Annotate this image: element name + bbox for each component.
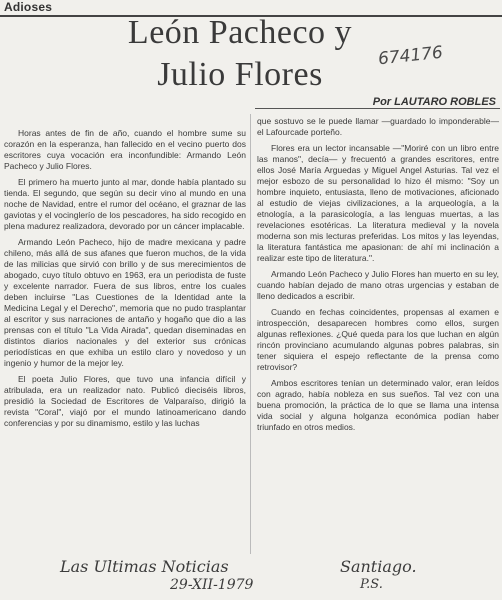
paragraph: Horas antes de fin de año, cuando el hombre sume su corazón en la esperanza, han fallecido en el vecino puerto dos escritores cuya vocación era inconfundible: Armando León Pacheco y Julio Flores.: [4, 128, 246, 171]
paragraph: Ambos escritores tenían un determinado valor, eran leídos con agrado, había nobleza en sus sueños. Tal vez con una buena promoción, la práctica de lo que se llama una intensa vida social y alguna holganza económica podían haber triunfado en otros medios.: [257, 378, 499, 432]
footer-initials: P.S.: [360, 577, 383, 592]
paragraph: Cuando en fechas coincidentes, propensas al examen e introspección, desaparecen hombres como ellos, surgen algunas reflexiones. ¿Qué queda para los que luchan en algún rincón provinciano acumulando algunas pobres palabras, sin tener siquiera el espejo reflectante de la prensa como retrovisor?: [257, 307, 499, 372]
paragraph: Flores era un lector incansable —"Moriré con un libro entre las manos", decía— y frecuentó a grandes escritores, entre ellos José María Arguedas y Miguel Angel Asturias. Tal vez el mejor esbozo de su personalidad lo hizo él mismo: "Soy un hombre inquieto, entusiasta, lleno de motivaciones, aficionado al estudio de viejas civilizaciones, a la arqueología, a la etnología, a la parasicología, a las lenguas muertas, a las revelaciones esotéricas. La literatura medieval y la novela moderna son mis lecturas preferidas. Los mitos y las leyendas, la literatura fantástica me apasionan: de ahí mi inclinación a realizar este tipo de literatura.".: [257, 143, 499, 263]
column-divider: [250, 114, 251, 554]
footer-city: Santiago.: [340, 557, 417, 576]
byline-rule: [255, 108, 500, 109]
section-label: Adioses: [4, 0, 53, 14]
title-line-1: León Pacheco y: [127, 14, 353, 51]
article-column-right: [257, 116, 499, 546]
paragraph: El poeta Julio Flores, que tuvo una infancia difícil y atribulada, era un realizador nato. Publicó dieciséis libros, presidió la Sociedad de Escritores de Valparaíso, dirigió la revista "Coral", viajó por el mundo latinoamericano dando conferencias y por su dinamismo, estilo y las luchas: [4, 374, 246, 428]
handwritten-footer: [30, 557, 490, 597]
byline: Por LAUTARO ROBLES: [372, 96, 496, 108]
paragraph: que sostuvo se le puede llamar —guardado lo imponderable— el Lafourcade porteño.: [257, 116, 499, 137]
article-column-left: [4, 128, 246, 558]
paragraph: Armando León Pacheco, hijo de madre mexicana y padre chileno, más allá de sus afanes que fueron muchos, de la vida de las milicias que sirvió con brillo y de sus merecimientos de abogado, cuyo título obtuvo en 1963, era un periodista de fuste y excelente narrador. Fuera de sus libros, entre los cuales deben incluirse "Las Cuestiones de la Identidad ante la Medicina Legal y el Derecho", memoria que no pudo trasplantar al escritor y sus narraciones de antaño y hogaño que dio a las prensas con el título "La Vida Airada", quedan diseminadas en distintos diarios nacionales y del exterior sus crónicas periodísticas en que exhiba un estilo claro y novedoso y un ingenio y humor de la mejor ley.: [4, 237, 246, 368]
title-line-2: Julio Flores: [157, 56, 323, 93]
handwritten-catalog-number: 674176: [377, 42, 444, 70]
paragraph: Armando León Pacheco y Julio Flores han muerto en su ley, cuando habían dejado de mano otras urgencias y estaban de lleno dedicados a escribir.: [257, 269, 499, 301]
paragraph: El primero ha muerto junto al mar, donde había plantado su tienda. El segundo, que según su decir vino al mundo en una noche de Navidad, entre el rumor del océano, el graznar de las gaviotas y el vocinglerío de los pescadores, ha sido recogido en plena madurez realizadora, devorado por un cáncer implacable.: [4, 177, 246, 231]
article-title: [80, 12, 400, 96]
footer-source: Las Ultimas Noticias: [60, 557, 229, 576]
footer-date: 29-XII-1979: [170, 577, 254, 593]
